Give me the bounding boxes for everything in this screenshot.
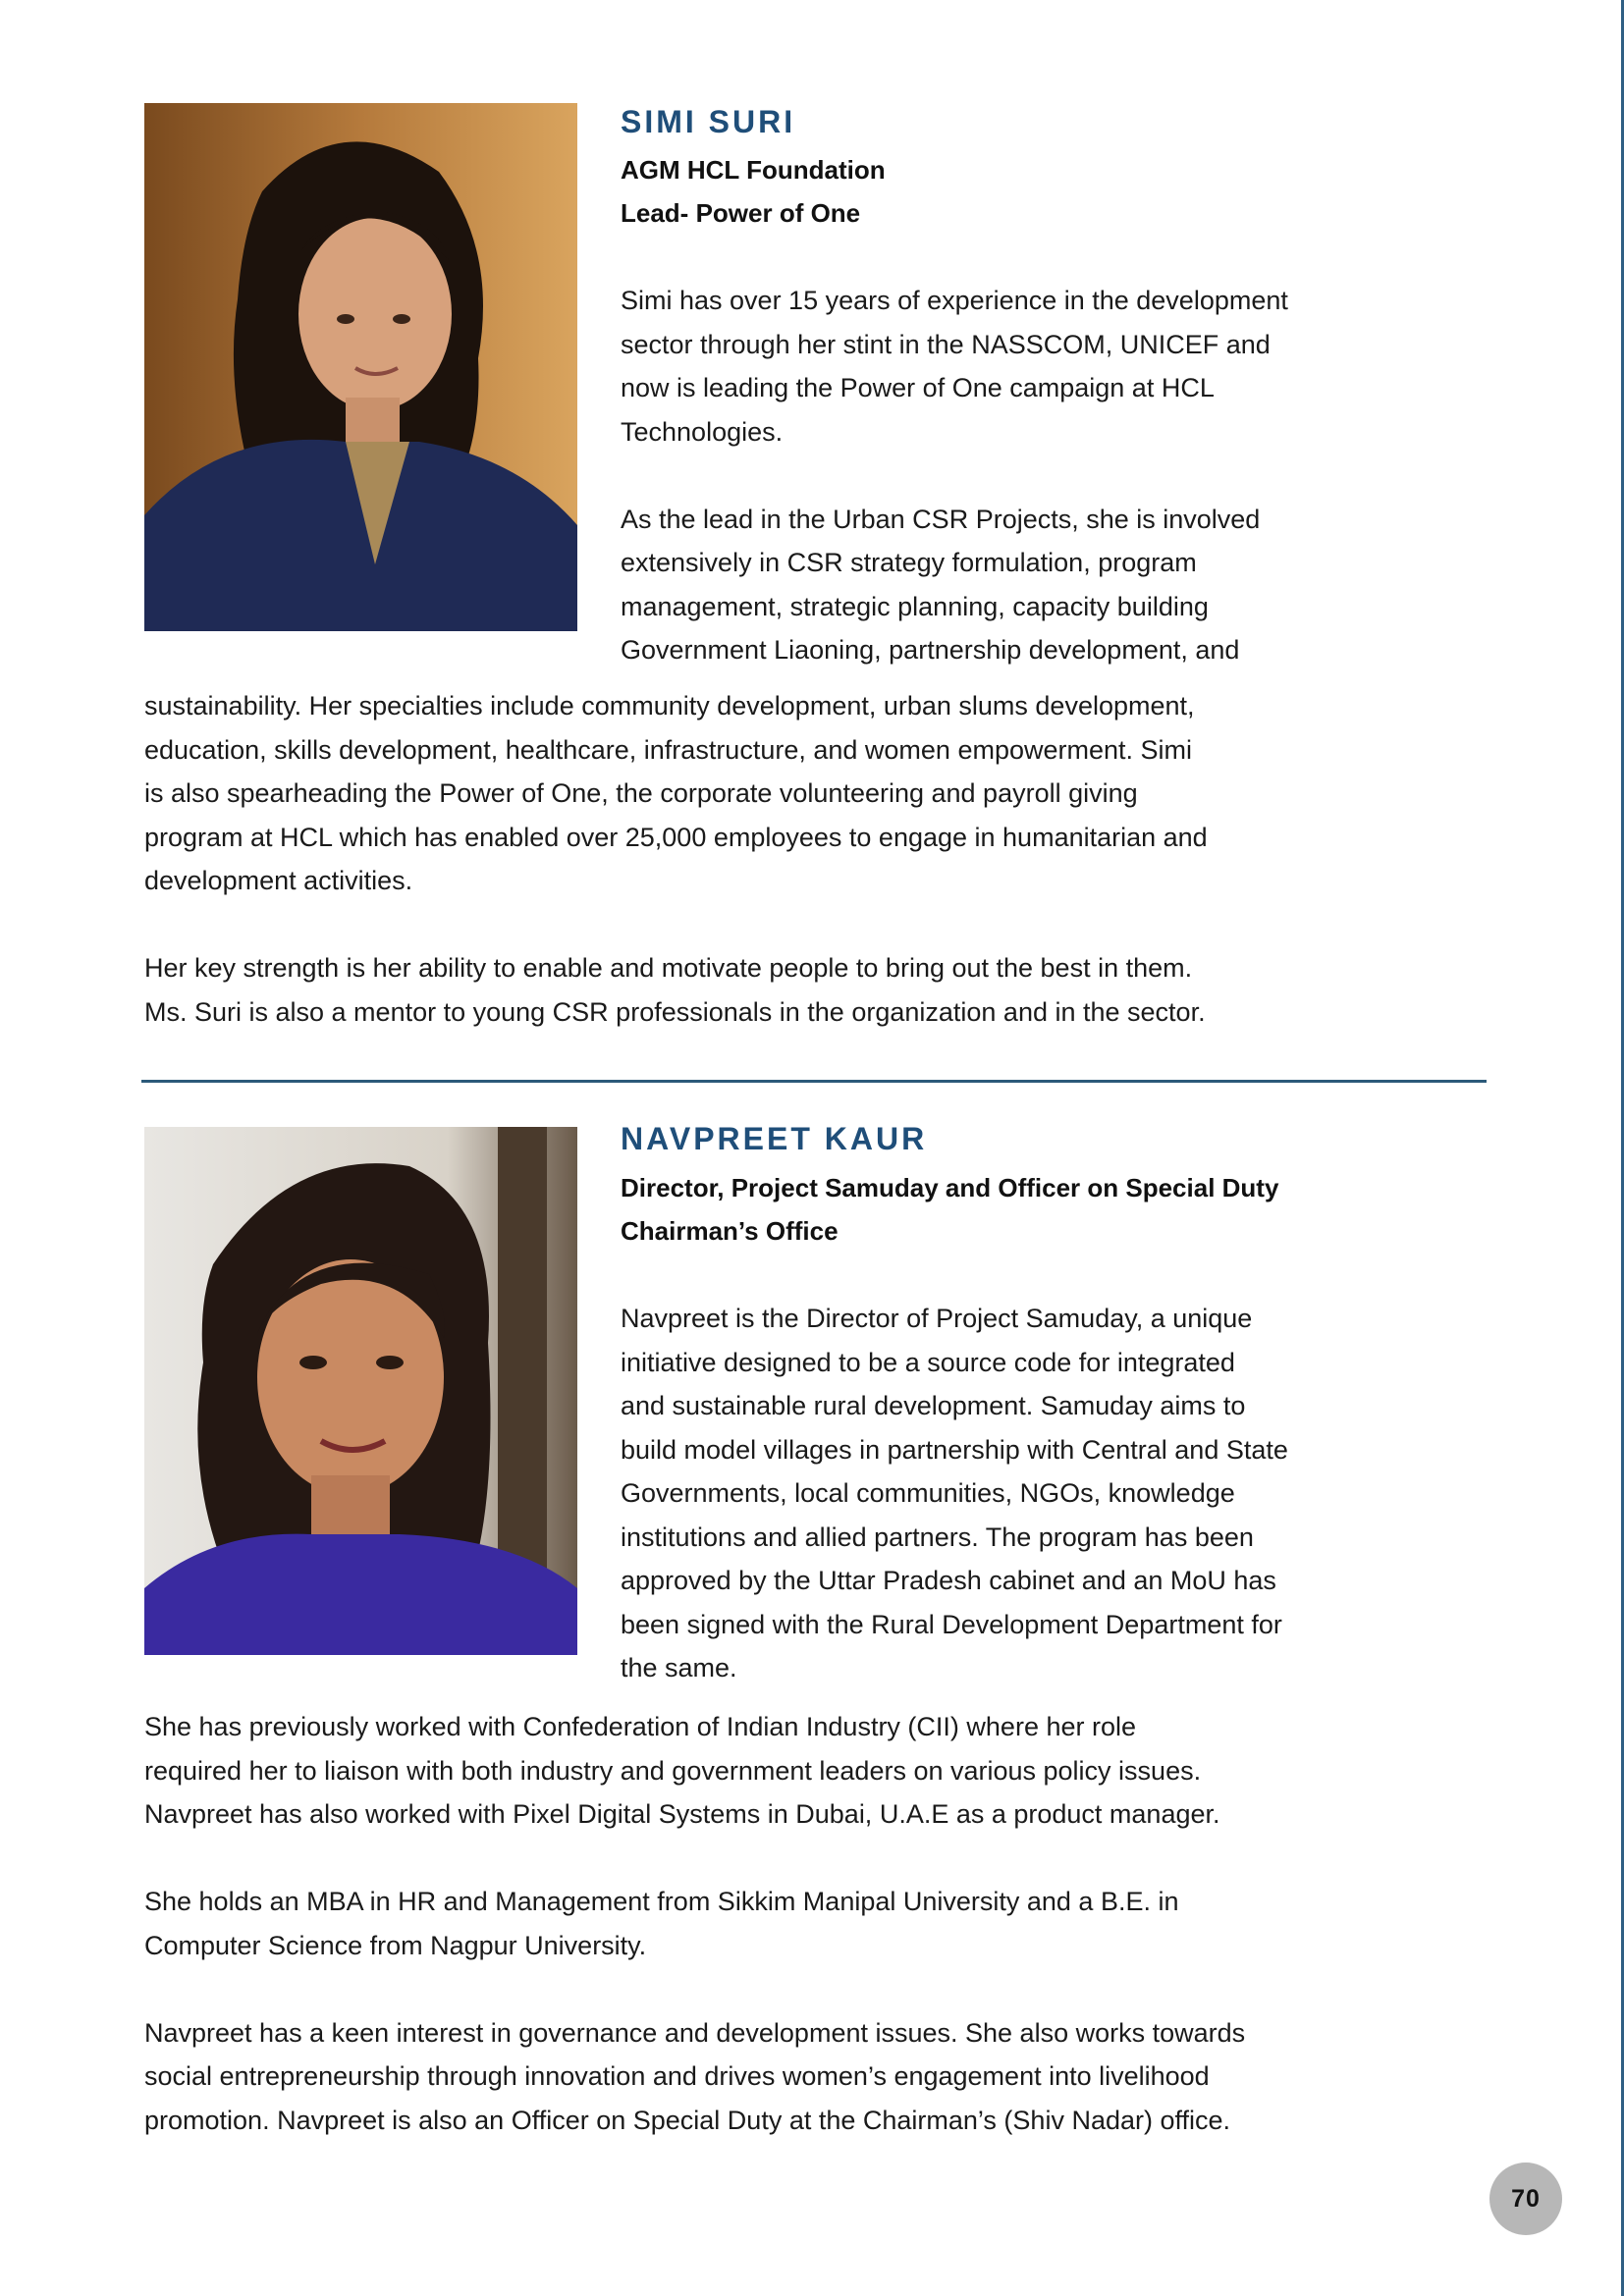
bio-line: She has previously worked with Confederation of Indian Industry (CII) where her role bbox=[144, 1712, 1137, 1741]
page-number-badge: 70 bbox=[1489, 2163, 1562, 2235]
bio-line: now is leading the Power of One campaign at HCL bbox=[621, 373, 1215, 402]
profile-photo-simi-suri bbox=[144, 103, 577, 631]
bio-beside-photo bbox=[621, 279, 1288, 672]
bio-line: education, skills development, healthcare, infrastructure, and women empowerment. Simi bbox=[144, 734, 1193, 765]
profile-photo-navpreet-kaur bbox=[144, 1127, 577, 1655]
profile-titles bbox=[621, 1166, 1278, 1253]
bio-line: development activities. bbox=[144, 866, 413, 895]
bio-line: and sustainable rural development. Samuday aims to bbox=[621, 1391, 1246, 1420]
bio-line: sector through her stint in the NASSCOM, UNICEF and bbox=[621, 329, 1271, 359]
bio-line: Her key strength is her ability to enable and motivate people to bring out the best in them. bbox=[144, 953, 1193, 983]
bio-line: build model villages in partnership with Central and State bbox=[621, 1434, 1288, 1465]
bio-line: required her to liaison with both industry and government leaders on various policy issues. bbox=[144, 1755, 1202, 1786]
profile-title-line: AGM HCL Foundation bbox=[621, 155, 886, 185]
bio-line bbox=[144, 1967, 1245, 2011]
bio-line bbox=[144, 1837, 1245, 1881]
bio-line: As the lead in the Urban CSR Projects, she is involved bbox=[621, 504, 1261, 534]
bio-line: sustainability. Her specialties include community development, urban slums development, bbox=[144, 691, 1195, 721]
bio-line: Government Liaoning, partnership development, and bbox=[621, 635, 1240, 665]
bio-line: initiative designed to be a source code for integrated bbox=[621, 1347, 1235, 1377]
profile-title-line: Chairman’s Office bbox=[621, 1216, 839, 1246]
bio-line bbox=[621, 454, 1288, 498]
bio-line: She holds an MBA in HR and Management from Sikkim Manipal University and a B.E. in bbox=[144, 1887, 1179, 1916]
bio-below-photo bbox=[144, 684, 1208, 1034]
bio-line: approved by the Uttar Pradesh cabinet and an MoU has bbox=[621, 1566, 1276, 1595]
bio-line: Navpreet is the Director of Project Samuday, a unique bbox=[621, 1304, 1253, 1333]
profile-title-line: Director, Project Samuday and Officer on Special Duty bbox=[621, 1173, 1279, 1202]
bio-line: Technologies. bbox=[621, 416, 784, 447]
bio-line: Navpreet has a keen interest in governance and development issues. She also works towards bbox=[144, 2017, 1246, 2048]
profile-titles bbox=[621, 148, 886, 235]
section-divider bbox=[141, 1080, 1487, 1083]
bio-line: been signed with the Rural Development Department for bbox=[621, 1609, 1282, 1639]
bio-line: program at HCL which has enabled over 25,000 employees to engage in humanitarian and bbox=[144, 822, 1208, 852]
bio-line: Computer Science from Nagpur University. bbox=[144, 1930, 647, 1960]
profile-title-line: Lead- Power of One bbox=[621, 198, 861, 228]
bio-line: the same. bbox=[621, 1653, 737, 1682]
bio-line: management, strategic planning, capacity building bbox=[621, 591, 1209, 621]
bio-line: Simi has over 15 years of experience in the development bbox=[621, 286, 1288, 315]
bio-below-photo bbox=[144, 1705, 1245, 2142]
bio-line: promotion. Navpreet is also an Officer on Special Duty at the Chairman’s (Shiv Nadar) office. bbox=[144, 2105, 1231, 2135]
profile-name: NAVPREET KAUR bbox=[621, 1121, 928, 1156]
bio-line: is also spearheading the Power of One, the corporate volunteering and payroll giving bbox=[144, 778, 1138, 808]
bio-line: Governments, local communities, NGOs, knowledge bbox=[621, 1478, 1235, 1508]
profile-name: SIMI SURI bbox=[621, 104, 796, 139]
bio-line: social entrepreneurship through innovation and drives women’s engagement into livelihood bbox=[144, 2061, 1210, 2091]
bio-line: Ms. Suri is also a mentor to young CSR professionals in the organization and in the sector. bbox=[144, 996, 1206, 1027]
bio-line: Navpreet has also worked with Pixel Digital Systems in Dubai, U.A.E as a product manager. bbox=[144, 1799, 1220, 1829]
bio-line: institutions and allied partners. The program has been bbox=[621, 1522, 1254, 1552]
bio-beside-photo bbox=[621, 1297, 1288, 1690]
bio-line: extensively in CSR strategy formulation, program bbox=[621, 548, 1197, 577]
bio-line bbox=[144, 903, 1208, 947]
